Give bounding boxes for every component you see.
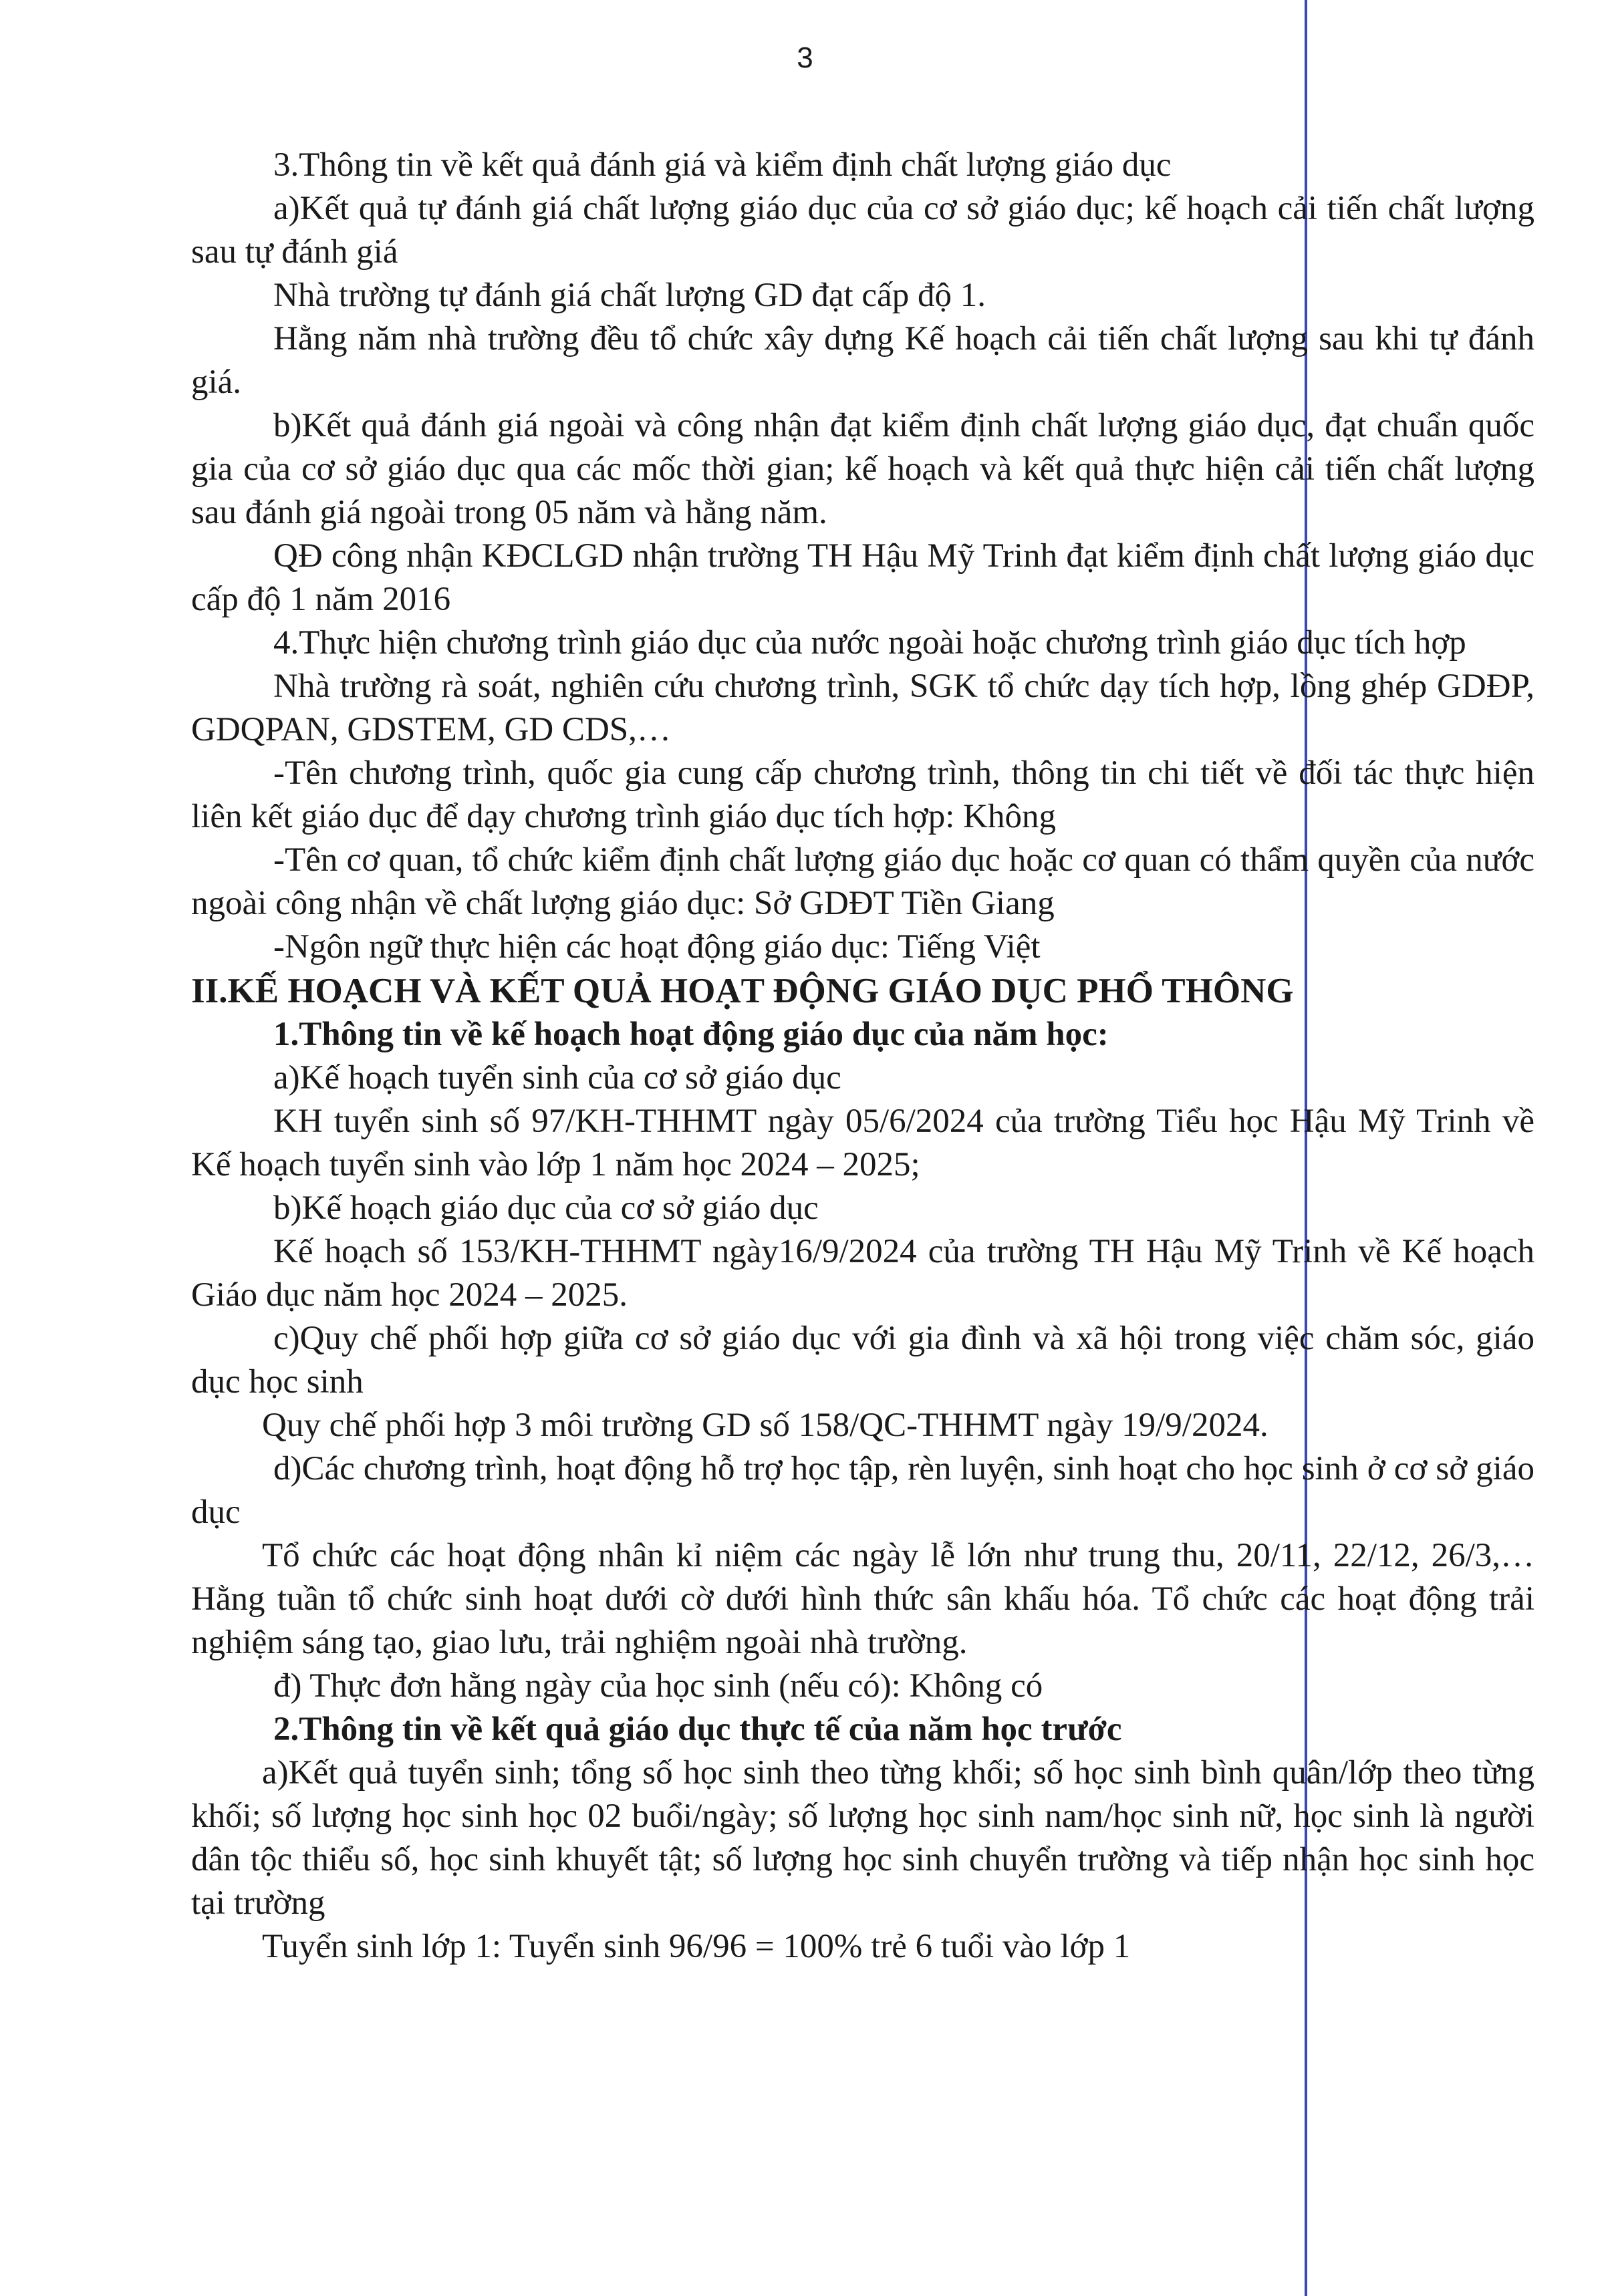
paragraph: 4.Thực hiện chương trình giáo dục của nước ngoài hoặc chương trình giáo dục tích hợp xyxy=(273,624,1466,662)
paragraph: QĐ công nhận KĐCLGD nhận trường TH Hậu Mỹ Trinh đạt kiểm định chất lượng giáo dục cấp độ 1 năm 2016 xyxy=(191,537,1534,618)
paragraph: đ) Thực đơn hằng ngày của học sinh (nếu có): Không có xyxy=(273,1667,1043,1705)
paragraph: Quy chế phối hợp 3 môi trường GD số 158/QC-THHMT ngày 19/9/2024. xyxy=(262,1407,1268,1444)
document-body xyxy=(191,144,1534,1969)
paragraph: Kế hoạch số 153/KH-THHMT ngày16/9/2024 của trường TH Hậu Mỹ Trinh về Kế hoạch Giáo dục năm học 2024 – 2025. xyxy=(191,1233,1534,1314)
paragraph: KH tuyển sinh số 97/KH-THHMT ngày 05/6/2024 của trường Tiểu học Hậu Mỹ Trinh về Kế hoạch tuyển sinh vào lớp 1 năm học 2024 – 2025; xyxy=(191,1103,1534,1183)
subsection-heading: 2.Thông tin về kết quả giáo dục thực tế của năm học trước xyxy=(273,1711,1122,1748)
page-number: 3 xyxy=(797,41,813,74)
paragraph: Nhà trường tự đánh giá chất lượng GD đạt cấp độ 1. xyxy=(273,277,986,314)
paragraph: b)Kết quả đánh giá ngoài và công nhận đạt kiểm định chất lượng giáo dục, đạt chuẩn quốc gia của cơ sở giáo dục qua các mốc thời gian; kế hoạch và kết quả thực hiện cải tiến chất lượng sau đánh giá ngoài trong 05 năm và hằng năm. xyxy=(191,407,1534,531)
paragraph: d)Các chương trình, hoạt động hỗ trợ học tập, rèn luyện, sinh hoạt cho học sinh ở cơ sở giáo dục xyxy=(191,1450,1534,1531)
paragraph: Nhà trường rà soát, nghiên cứu chương trình, SGK tổ chức dạy tích hợp, lồng ghép GDĐP, GDQPAN, GDSTEM, GD CDS,… xyxy=(191,668,1534,748)
section-heading: II.KẾ HOẠCH VÀ KẾT QUẢ HOẠT ĐỘNG GIÁO DỤC PHỔ THÔNG xyxy=(191,972,1294,1010)
paragraph: -Tên cơ quan, tổ chức kiểm định chất lượng giáo dục hoặc cơ quan có thẩm quyền của nước ngoài công nhận về chất lượng giáo dục: Sở GDĐT Tiền Giang xyxy=(191,841,1534,922)
subsection-heading: 1.Thông tin về kế hoạch hoạt động giáo dục của năm học: xyxy=(273,1016,1109,1053)
paragraph: a)Kế hoạch tuyển sinh của cơ sở giáo dục xyxy=(273,1059,841,1097)
paragraph: 3.Thông tin về kết quả đánh giá và kiểm định chất lượng giáo dục xyxy=(273,146,1172,184)
paragraph: -Tên chương trình, quốc gia cung cấp chương trình, thông tin chi tiết về đối tác thực hiện liên kết giáo dục để dạy chương trình giáo dục tích hợp: Không xyxy=(191,754,1534,835)
paragraph: c)Quy chế phối hợp giữa cơ sở giáo dục với gia đình và xã hội trong việc chăm sóc, giáo dục học sinh xyxy=(191,1320,1534,1401)
paragraph: a)Kết quả tự đánh giá chất lượng giáo dục của cơ sở giáo dục; kế hoạch cải tiến chất lượng sau tự đánh giá xyxy=(191,190,1534,271)
paragraph: Hằng năm nhà trường đều tổ chức xây dựng Kế hoạch cải tiến chất lượng sau khi tự đánh giá. xyxy=(191,320,1534,401)
paragraph: Tổ chức các hoạt động nhân kỉ niệm các ngày lễ lớn như trung thu, 20/11, 22/12, 26/3,… Hằng tuần tổ chức sinh hoạt dưới cờ dưới hình thức sân khấu hóa. Tổ chức các hoạt động trải nghiệm sáng tạo, giao lưu, trải nghiệm ngoài nhà trường. xyxy=(191,1537,1534,1661)
paragraph: Tuyển sinh lớp 1: Tuyển sinh 96/96 = 100% trẻ 6 tuổi vào lớp 1 xyxy=(262,1928,1131,1965)
paragraph: a)Kết quả tuyển sinh; tổng số học sinh theo từng khối; số học sinh bình quân/lớp theo từng khối; số lượng học sinh học 02 buổi/ngày; số lượng học sinh nam/học sinh nữ, học sinh là người dân tộc thiểu số, học sinh khuyết tật; số lượng học sinh chuyển trường và tiếp nhận học sinh học tại trường xyxy=(191,1754,1534,1922)
paragraph: -Ngôn ngữ thực hiện các hoạt động giáo dục: Tiếng Việt xyxy=(273,928,1041,966)
paragraph: b)Kế hoạch giáo dục của cơ sở giáo dục xyxy=(273,1189,819,1227)
